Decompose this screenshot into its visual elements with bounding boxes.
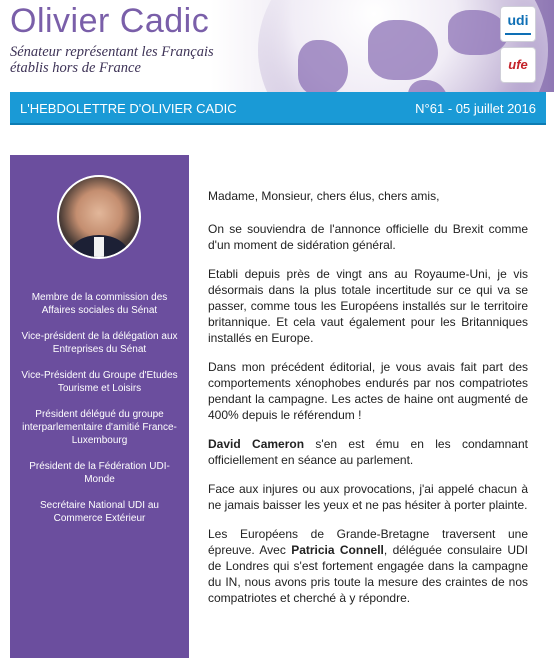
udi-logo-text: udi [507,12,529,28]
person-name: Patricia Connell [291,543,384,557]
udi-logo[interactable] [500,6,536,42]
ufe-logo-text: ufe [508,57,528,72]
continent-shape [368,20,438,80]
paragraph [208,436,528,468]
continent-shape [298,40,348,92]
paragraph: On se souviendra de l'annonce officielle du Brexit comme d'un moment de sidération général. [208,222,528,252]
newsletter-banner [10,92,546,125]
paragraph-text: s'en est ému en les condamnant officiellement en séance au parlement. [208,437,528,467]
roles-list [10,291,189,538]
paragraph-text: Les Européens de Grande-Bretagne traversent une épreuve. Avec [208,527,528,557]
role-item: Vice-Président du Groupe d'Etudes Tourisme et Loisirs [21,370,178,394]
editorial-body [208,188,528,619]
avatar [57,175,141,259]
paragraph-text: , déléguée consulaire UDI de Londres qui s'est fortement engagée dans la campagne du IN, nous avons pris toute la mesure des craintes de nos compatriotes et cherché à y répondre. [208,543,528,605]
subtitle-line: établis hors de France [10,60,141,76]
role-item: Président délégué du groupe interparlementaire d'amitié France-Luxembourg [22,409,177,446]
senator-subtitle [10,44,260,76]
continent-shape [448,10,508,55]
salutation: Madame, Monsieur, chers élus, chers amis, [208,189,440,203]
paragraph [208,526,528,606]
paragraph: Dans mon précédent éditorial, je vous avais fait part des comportements xénophobes endurés par nos compatriotes pendant la campagne. Les actes de haine ont augmenté de 400% depuis le référendum ! [208,360,528,422]
continent-shape [408,80,448,92]
role-item: Vice-président de la délégation aux Entreprises du Sénat [21,331,178,355]
ufe-logo[interactable] [500,47,536,83]
paragraph: Face aux injures ou aux provocations, j'ai appelé chacun à ne jamais baisser les yeux et ne pas hésiter à porter plainte. [208,482,528,512]
role-item: Président de la Fédération UDI-Monde [29,461,170,485]
udi-logo-bar [505,33,531,35]
newsletter-header [0,0,554,92]
role-item: Membre de la commission des Affaires sociales du Sénat [31,292,168,316]
avatar-shirt [94,237,104,257]
subtitle-line: Sénateur représentant les Français [10,44,214,60]
senator-name: Olivier Cadic [10,2,210,40]
paragraph: Etabli depuis près de vingt ans au Royaume-Uni, je vis désormais dans la plus totale incertitude sur ce qui va se passer, comme tous les Européens installés sur le territoire britannique. Et cela vaut également pour les Britanniques installés en Europe. [208,267,528,345]
role-item: Secrétaire National UDI au Commerce Extérieur [40,500,159,524]
issue-number-date: N°61 - 05 juillet 2016 [415,101,536,116]
sidebar [10,155,189,658]
person-name: David Cameron [208,437,305,451]
newsletter-title: L'HEBDOLETTRE D'OLIVIER CADIC [20,101,237,116]
